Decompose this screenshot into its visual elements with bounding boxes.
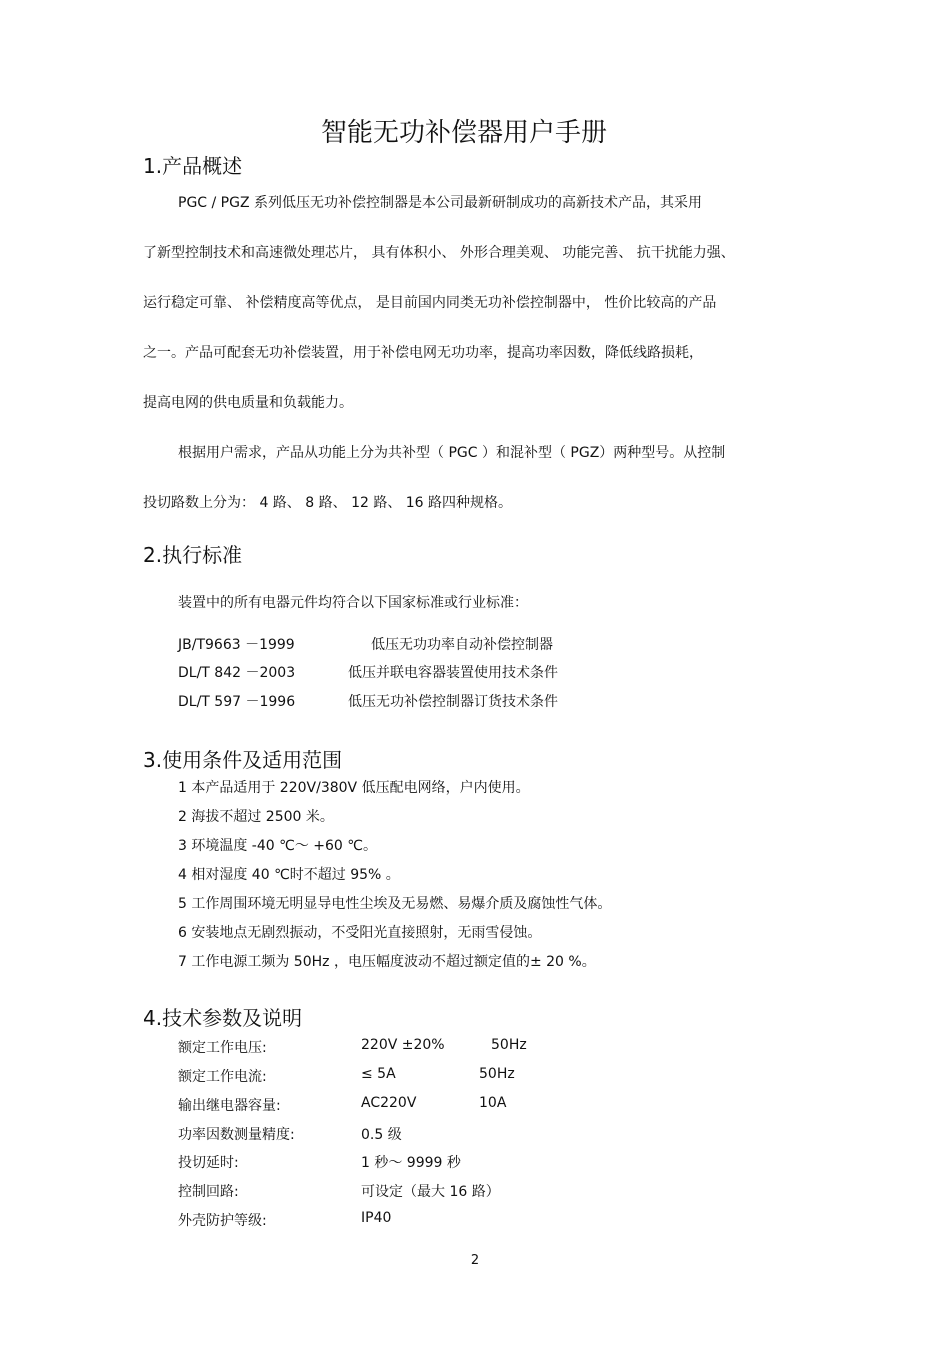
condition-item: 3 环境温度 -40 ℃～ +60 ℃。 [178,838,378,854]
standard-code: DL/T 597 －1996 [178,694,296,710]
section-3-heading: 3.使用条件及适用范围 [143,748,343,772]
condition-item: 4 相对湿度 40 ℃时不超过 95% 。 [178,867,400,883]
page-number: 2 [470,1253,480,1268]
param-label: 输出继电器容量: [178,1098,281,1114]
standard-code: DL/T 842 －2003 [178,665,296,681]
param-value: IP40 [361,1210,392,1226]
paragraph-line: 运行稳定可靠、 补偿精度高等优点， 是目前国内同类无功补偿控制器中， 性价比较高的产品 [143,295,717,311]
param-freq: 50Hz [479,1066,515,1082]
paragraph-line: 根据用户需求，产品从功能上分为共补型（ PGC ）和混补型（ PGZ）两种型号。从控制 [178,445,726,461]
condition-item: 2 海拔不超过 2500 米。 [178,809,334,825]
standard-desc: 低压并联电容器装置使用技术条件 [348,665,558,681]
condition-item: 5 工作周围环境无明显导电性尘埃及无易燃、易爆介质及腐蚀性气体。 [178,896,612,912]
paragraph-line: 了新型控制技术和高速微处理芯片， 具有体积小、 外形合理美观、 功能完善、 抗干扰能力强、 [143,245,735,261]
param-value: ≤ 5A [361,1066,396,1082]
condition-item: 6 安装地点无剧烈振动，不受阳光直接照射，无雨雪侵蚀。 [178,925,542,941]
standards-intro: 装置中的所有电器元件均符合以下国家标准或行业标准： [178,595,528,611]
param-freq: 10A [479,1095,507,1111]
param-label: 外壳防护等级: [178,1213,267,1229]
param-value: AC220V [361,1095,417,1111]
standard-code: JB/T9663 －1999 [178,637,295,653]
param-value: 1 秒～ 9999 秒 [361,1155,461,1171]
param-label: 额定工作电压: [178,1040,267,1056]
document-title: 智能无功补偿器用户手册 [320,118,607,148]
standard-desc: 低压无功功率自动补偿控制器 [371,637,553,653]
section-2-heading: 2.执行标准 [143,543,243,567]
condition-item: 1 本产品适用于 220V/380V 低压配电网络，户内使用。 [178,780,530,796]
param-freq: 50Hz [491,1037,527,1053]
param-value: 0.5 级 [361,1127,402,1143]
paragraph-line: PGC / PGZ 系列低压无功补偿控制器是本公司最新研制成功的高新技术产品，其采用 [178,195,703,211]
paragraph-line: 之一。产品可配套无功补偿装置，用于补偿电网无功功率，提高功率因数，降低线路损耗， [143,345,703,361]
section-1-heading: 1.产品概述 [143,154,243,178]
condition-item: 7 工作电源工频为 50Hz ，电压幅度波动不超过额定值的± 20 %。 [178,954,596,970]
standard-desc: 低压无功补偿控制器订货技术条件 [348,694,558,710]
paragraph-line: 投切路数上分为： 4 路、 8 路、 12 路、 16 路四种规格。 [143,495,513,511]
param-label: 功率因数测量精度: [178,1127,295,1143]
param-label: 额定工作电流: [178,1069,267,1085]
param-label: 控制回路: [178,1184,239,1200]
param-label: 投切延时: [178,1155,239,1171]
section-4-heading: 4.技术参数及说明 [143,1006,303,1030]
paragraph-line: 提高电网的供电质量和负载能力。 [143,395,353,411]
param-value: 220V ±20% [361,1037,445,1053]
param-value: 可设定（最大 16 路） [361,1184,500,1200]
